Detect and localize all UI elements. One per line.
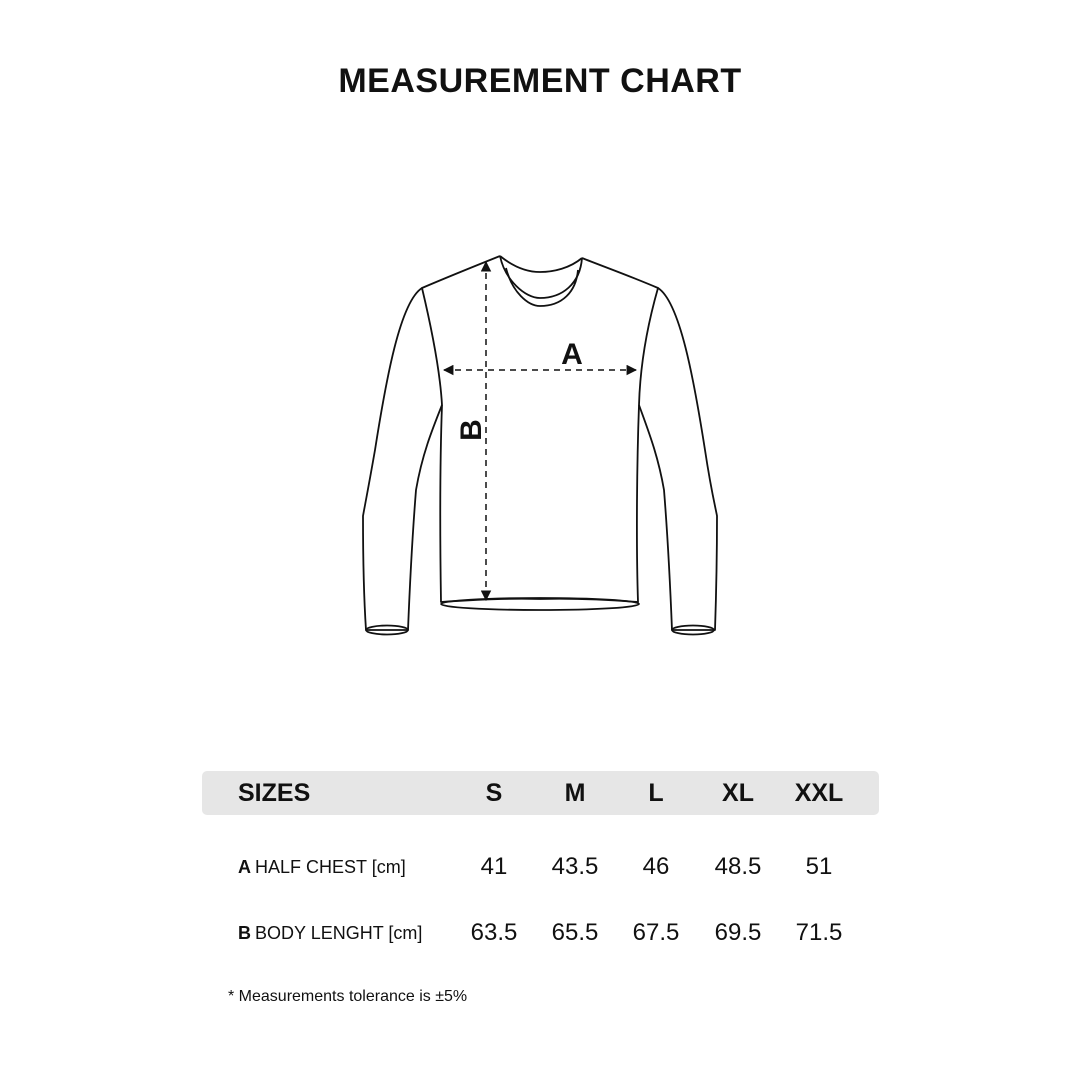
label-a: A	[561, 338, 583, 371]
table-cell: 48.5	[714, 853, 762, 880]
header-size-l: L	[648, 779, 664, 807]
table-row	[202, 900, 879, 966]
size-table	[202, 771, 879, 966]
header-size-s: S	[485, 779, 503, 807]
table-header	[202, 771, 879, 815]
sweater-outline	[363, 256, 717, 635]
table-cell: 69.5	[714, 919, 762, 946]
table-cell: 63.5	[470, 919, 518, 946]
table-cell: 43.5	[551, 853, 599, 880]
row-label	[238, 834, 438, 900]
table-cell: 71.5	[795, 919, 843, 946]
table-cell: 41	[480, 853, 508, 880]
sweater-diagram	[340, 240, 740, 650]
table-cell: 51	[805, 853, 833, 880]
table-cell: 67.5	[632, 919, 680, 946]
label-b: B	[455, 419, 488, 441]
header-size-xxl: XXL	[794, 779, 844, 807]
row-label	[238, 900, 438, 966]
row-label-text: HALF CHEST [cm]	[255, 857, 406, 877]
page-title: MEASUREMENT CHART	[338, 62, 742, 100]
table-cell: 65.5	[551, 919, 599, 946]
row-label-text: BODY LENGHT [cm]	[255, 923, 423, 943]
header-sizes: SIZES	[238, 779, 311, 807]
header-size-m: M	[564, 779, 586, 807]
row-code: B	[238, 923, 251, 943]
row-code: A	[238, 857, 251, 877]
table-cell: 46	[642, 853, 670, 880]
table-row	[202, 834, 879, 900]
tolerance-note: * Measurements tolerance is ±5%	[228, 988, 468, 1005]
header-size-xl: XL	[722, 779, 754, 807]
